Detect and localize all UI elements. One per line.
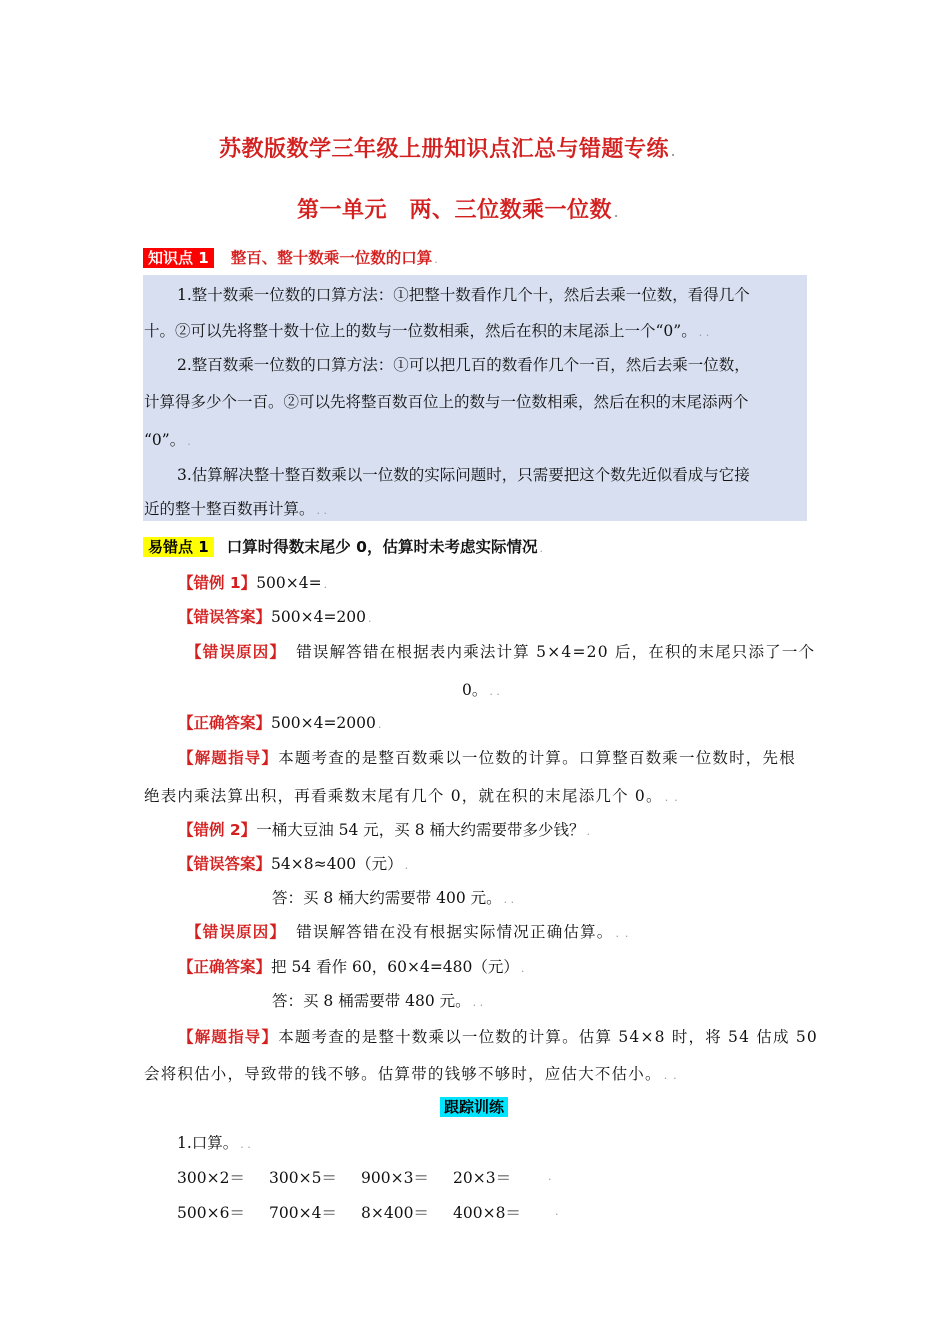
example-2-wrong-answer: 【错误答案】54×8≈400（元） . bbox=[178, 855, 409, 873]
document-title: 苏教版数学三年级上册知识点汇总与错题专练 . bbox=[219, 137, 676, 162]
example-2-wrong-response: 答：买 8 桶大约需要带 400 元。 . . bbox=[272, 889, 515, 907]
document-page: 苏教版数学三年级上册知识点汇总与错题专练 . 第一单元 两、三位数乘一位数 . 知识点 1 整百、整十数乘一位数的口算 . 1.整十数乘一位数的口算方法：①把整十数看作几个十，然后去乘一位数，看得几个 十。②可以先将整十数十位上的数与一位数相乘，然后在积的末尾添上一个“0”。 . . 2.整百数乘一位数的口算方法：①可以把几百的数看作几个一百，然后去乘一位数， 计算得多少个一百。②可以先将整百数百位上的数与一位数相乘，然后在积的末尾添两个 “0”。 . 3.估算解决整十整百数乘以一位数的实际问题时，只需要把这个数先近似看成与它接 近的整十整百数再计算。 . . 易错点 1 口算时得数末尾少 0，估算时未考虑实际情况 . 【错例 1】500×4= . 【错误答案】500×4=200 . 【错误原因】 错误解答错在根据表内乘法计算 5×4=20 后，在积的末尾只添了一个 0。 . . 【正确答案】500×4=2000 . 【解题指导】本题考查的是整百数乘以一位数的计算。口算整百数乘一位数时，先根 绝表内乘法算出积，再看乘数末尾有几个 0，就在积的末尾添几个 0。 . . 【错例 2】一桶大豆油 54 元，买 8 桶大约需要带多少钱？ . 【错误答案】54×8≈400（元） . 答：买 8 桶大约需要带 400 元。 . . 【错误原因】 错误解答错在没有根据实际情况正确估算。 . . 【正确答案】把 54 看作 60，60×4=480（元） . 答：买 8 桶需要带 480 元。 . . 【解题指导】本题考查的是整十数乘以一位数的计算。估算 54×8 时，将 54 估成 50 会将积估小，导致带的钱不够。估算带的钱够不够时，应估大不估小。 . . 跟踪训练 1.口算。 . . 300×2＝ 300×5＝ 900×3＝ 20×3＝ . 500×6＝ 700×4＝ 8×400＝ 400×8＝ . bbox=[0, 0, 950, 1344]
knowledge-line-2: 十。②可以先将整十数十位上的数与一位数相乘，然后在积的末尾添上一个“0”。 . . bbox=[144, 322, 710, 340]
practice-row-2-item-4: 400×8＝ bbox=[453, 1204, 521, 1222]
mistake-point-header: 易错点 1 口算时得数末尾少 0，估算时未考虑实际情况 . bbox=[143, 535, 543, 557]
knowledge-line-7: 近的整十整百数再计算。 . . bbox=[144, 500, 328, 518]
example-1-guide-cont: 绝表内乘法算出积，再看乘数末尾有几个 0，就在积的末尾添几个 0。 . . bbox=[144, 787, 679, 805]
example-2-correct-answer: 【正确答案】把 54 看作 60，60×4=480（元） . bbox=[178, 958, 525, 976]
example-2-correct-response: 答：买 8 桶需要带 480 元。 . . bbox=[272, 992, 484, 1010]
mistake-point-tag: 易错点 1 bbox=[143, 537, 214, 557]
example-2-guide: 【解题指导】本题考查的是整十数乘以一位数的计算。估算 54×8 时，将 54 估成 50 bbox=[178, 1028, 818, 1046]
unit-title: 第一单元 两、三位数乘一位数 . bbox=[297, 198, 619, 223]
example-1-reason: 【错误原因】 错误解答错在根据表内乘法计算 5×4=20 后，在积的末尾只添了一个 bbox=[186, 643, 816, 661]
example-2-reason: 【错误原因】 错误解答错在没有根据实际情况正确估算。 . . bbox=[186, 923, 630, 941]
knowledge-line-1: 1.整十数乘一位数的口算方法：①把整十数看作几个十，然后去乘一位数，看得几个 bbox=[177, 286, 750, 304]
practice-row-1-item-3: 900×3＝ bbox=[361, 1169, 429, 1187]
practice-row-1-item-4: 20×3＝ bbox=[453, 1169, 512, 1187]
knowledge-point-heading: 整百、整十数乘一位数的口算 bbox=[230, 249, 433, 267]
knowledge-line-3: 2.整百数乘一位数的口算方法：①可以把几百的数看作几个一百，然后去乘一位数， bbox=[177, 356, 750, 374]
knowledge-line-4: 计算得多少个一百。②可以先将整百数百位上的数与一位数相乘，然后在积的末尾添两个 bbox=[144, 393, 749, 411]
mistake-point-heading: 口算时得数末尾少 0，估算时未考虑实际情况 bbox=[226, 538, 538, 556]
knowledge-point-header: 知识点 1 整百、整十数乘一位数的口算 . bbox=[143, 246, 438, 268]
practice-row-1-item-2: 300×5＝ bbox=[269, 1169, 337, 1187]
practice-row-2-item-3: 8×400＝ bbox=[361, 1204, 429, 1222]
knowledge-line-5: “0”。 . bbox=[144, 431, 191, 449]
knowledge-point-tag: 知识点 1 bbox=[143, 248, 214, 268]
example-1-guide: 【解题指导】本题考查的是整百数乘以一位数的计算。口算整百数乘一位数时，先根 bbox=[178, 749, 796, 767]
knowledge-line-6: 3.估算解决整十整百数乘以一位数的实际问题时，只需要把这个数先近似看成与它接 bbox=[177, 466, 750, 484]
example-1-wrong-answer: 【错误答案】500×4=200 . bbox=[178, 608, 372, 626]
practice-question-1: 1.口算。 . . bbox=[177, 1134, 251, 1152]
practice-row-2-item-1: 500×6＝ bbox=[177, 1204, 245, 1222]
practice-row-1-item-1: 300×2＝ bbox=[177, 1169, 245, 1187]
example-2-guide-cont: 会将积估小，导致带的钱不够。估算带的钱够不够时，应估大不估小。 . . bbox=[144, 1065, 678, 1083]
practice-tag: 跟踪训练 bbox=[440, 1096, 508, 1117]
example-1-reason-cont: 0。 . . bbox=[462, 681, 500, 699]
practice-row-2-item-2: 700×4＝ bbox=[269, 1204, 337, 1222]
example-2: 【错例 2】一桶大豆油 54 元，买 8 桶大约需要带多少钱？ . bbox=[178, 821, 590, 839]
example-1-correct-answer: 【正确答案】500×4=2000 . bbox=[178, 714, 382, 732]
example-1: 【错例 1】500×4= . bbox=[178, 574, 328, 592]
